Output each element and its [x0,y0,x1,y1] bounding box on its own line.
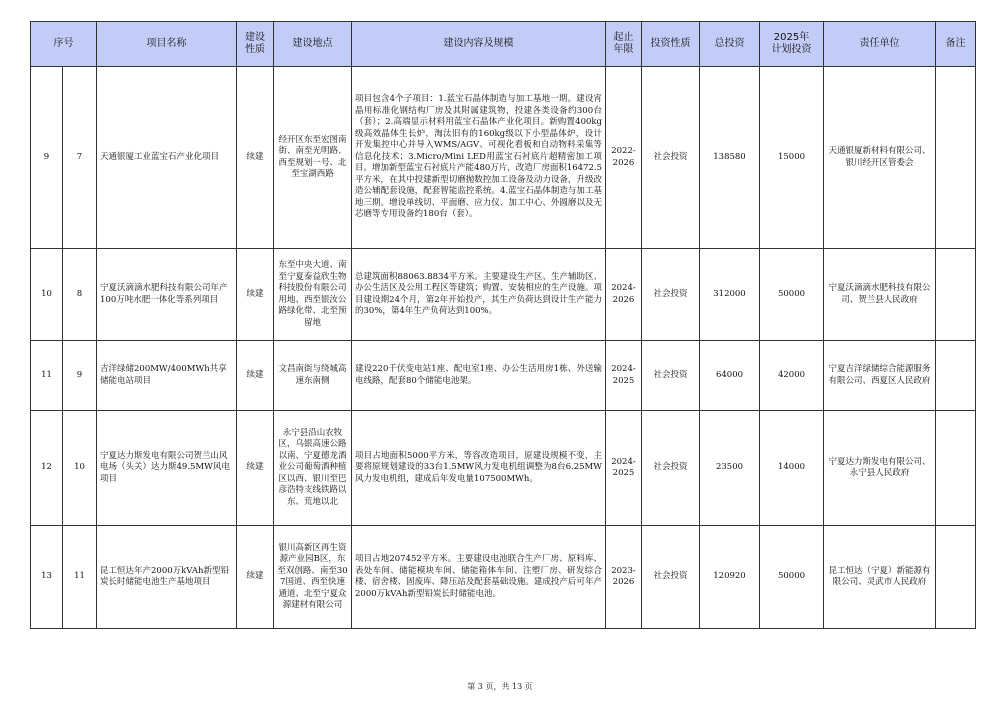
responsible-unit: 宁夏吉洋绿储综合能源服务有限公司、西夏区人民政府 [824,341,936,411]
construction-content: 总建筑面积88063.8834平方米。主要建设生产区、生产辅助区、办公生活区及公用工程区等建筑；购置、安装相应的生产设施。项目建设期24个月，第2年开始投产，其生产负荷达到设计生产能力的30%，第4年生产负荷达到100%。 [352,249,606,341]
construction-content: 建设220千伏变电站1座、配电室1座、办公生活用房1栋、外送输电线路，配套80个储能电池架。 [352,341,606,411]
plan-investment-2025: 50000 [760,249,824,341]
total-investment: 23500 [700,411,760,526]
table-row [31,249,976,341]
construction-location: 经开区东至宏图南街、南至光明路、西至规划一号、北至宝湖西路 [274,67,352,249]
construction-content: 项目占地面积5000平方米，等容改造项目，原建设规模不变，主要将原规划建设的33台1.5MW风力发电机组调整为8台6.25MW风力发电机组，建成后年发电量107500MWh。 [352,411,606,526]
header-unit: 责任单位 [824,22,936,67]
total-investment: 120920 [700,526,760,629]
header-plan2025 [760,22,824,67]
responsible-unit: 宁夏沃滴滴水肥科技有限公司、贺兰县人民政府 [824,249,936,341]
period [606,249,642,341]
page-footer: 第 3 页，共 13 页 [467,682,533,691]
construction-location: 银川高新区再生资源产业园B区，东至双创路、南至307国道、西至快速通道、北至宁夏众源建材有限公司 [274,526,352,629]
period-text: 2024- 2025 [611,456,636,478]
responsible-unit: 天通银厦新材料有限公司、银川经开区管委会 [824,67,936,249]
note [936,67,976,249]
row-subseq: 9 [63,341,97,411]
header-total: 总投资 [700,22,760,67]
row-subseq: 10 [63,411,97,526]
header-name: 项目名称 [97,22,237,67]
project-table [30,21,976,629]
row-subseq: 7 [63,67,97,249]
plan-investment-2025: 50000 [760,526,824,629]
row-subseq: 11 [63,526,97,629]
construction-location: 东至中央大道、南至宁夏泰益欣生物科技股份有限公司用地、西至银汝公路绿化带、北至预留地 [274,249,352,341]
table-row [31,341,976,411]
table-row [31,526,976,629]
investment-type: 社会投资 [642,411,700,526]
row-seq: 13 [31,526,63,629]
construction-nature: 续建 [237,249,274,341]
responsible-unit: 宁夏达力斯发电有限公司、永宁县人民政府 [824,411,936,526]
row-seq: 12 [31,411,63,526]
row-subseq: 8 [63,249,97,341]
total-investment: 64000 [700,341,760,411]
total-investment: 138580 [700,67,760,249]
construction-location: 文昌南街与绕城高速东南侧 [274,341,352,411]
header-plan2025-text: 2025年 计划投资 [771,32,812,55]
header-location: 建设地点 [274,22,352,67]
period [606,411,642,526]
construction-nature: 续建 [237,341,274,411]
period [606,526,642,629]
header-nature [237,22,274,67]
construction-content: 项目包含4个子项目：1.蓝宝石晶体制造与加工基地一期。建设宵晶用标准化钢结构厂房及其附属建筑物，投建各类设备约300台（套）；2.高端显示材料用蓝宝石晶体产业化项目。新购置400kg级高效晶体生长炉，淘汰旧有的160kg级以下小型晶体炉，设计开发集控中心并导入WMS/AGV、可视化看板和自动物料采集等信息化技术；3.Micro/Mini LED用蓝宝石衬底片超精密加工项目。增加新型蓝宝石衬底片产能480万片，改造厂房面积16472.5平方米，在其中投建新型切磨抛数控加工设备及动力设备，升级改造公辅配套设施，配套智能监控系统。4.蓝宝石晶体制造与加工基地三期。增设单线切、平面磨、应力仪、加工中心、外圆磨以及无芯磨等专用设备约180台（套）。 [352,67,606,249]
period-text: 2022- 2026 [611,146,636,168]
note [936,249,976,341]
investment-type: 社会投资 [642,249,700,341]
project-name: 宁夏达力斯发电有限公司贺兰山风电场（头关）达力斯49.5MW风电项目 [97,411,237,526]
construction-nature: 续建 [237,526,274,629]
header-period-text: 起止 年限 [613,32,634,55]
row-seq: 11 [31,341,63,411]
row-seq: 10 [31,249,63,341]
row-seq: 9 [31,67,63,249]
header-seq: 序号 [31,22,97,67]
construction-content: 项目占地207452平方米。主要建设电池联合生产厂房、原料库、表处车间、储能模块车间、储能箱体车间、注塑厂房、研发综合楼、宿舍楼、固废库、降压站及配套基础设施。建成投产后可年产2000万kVAh新型铅炭长时储能电池。 [352,526,606,629]
header-invest-type: 投资性质 [642,22,700,67]
header-content: 建设内容及规模 [352,22,606,67]
project-name: 昆工恒达年产2000万kVAh新型铅炭长时储能电池生产基地项目 [97,526,237,629]
note [936,526,976,629]
responsible-unit: 昆工恒达（宁夏）新能源有限公司、灵武市人民政府 [824,526,936,629]
investment-type: 社会投资 [642,67,700,249]
period-text: 2023- 2026 [611,565,636,587]
header-nature-text: 建设 性质 [245,32,265,55]
header-note: 备注 [936,22,976,67]
project-name: 宁夏沃滴滴水肥科技有限公司年产100万吨水肥一体化等系列项目 [97,249,237,341]
plan-investment-2025: 15000 [760,67,824,249]
plan-investment-2025: 14000 [760,411,824,526]
header-period [606,22,642,67]
construction-nature: 续建 [237,67,274,249]
construction-nature: 续建 [237,411,274,526]
period-text: 2024- 2025 [611,364,636,386]
total-investment: 312000 [700,249,760,341]
construction-location: 永宁县沿山农牧区，乌银高速公路以南、宁夏德龙酒业公司葡萄酒种植区以西、银川至巴彦浩特支线铁路以东、荒地以北 [274,411,352,526]
plan-investment-2025: 42000 [760,341,824,411]
table-row [31,411,976,526]
note [936,341,976,411]
project-name: 天通银厦工业蓝宝石产业化项目 [97,67,237,249]
note [936,411,976,526]
investment-type: 社会投资 [642,526,700,629]
period [606,341,642,411]
table-row [31,67,976,249]
investment-type: 社会投资 [642,341,700,411]
table-header-row [31,22,976,67]
period-text: 2024- 2026 [611,283,636,305]
project-name: 吉洋绿储200MW/400MWh共享储能电站项目 [97,341,237,411]
period [606,67,642,249]
